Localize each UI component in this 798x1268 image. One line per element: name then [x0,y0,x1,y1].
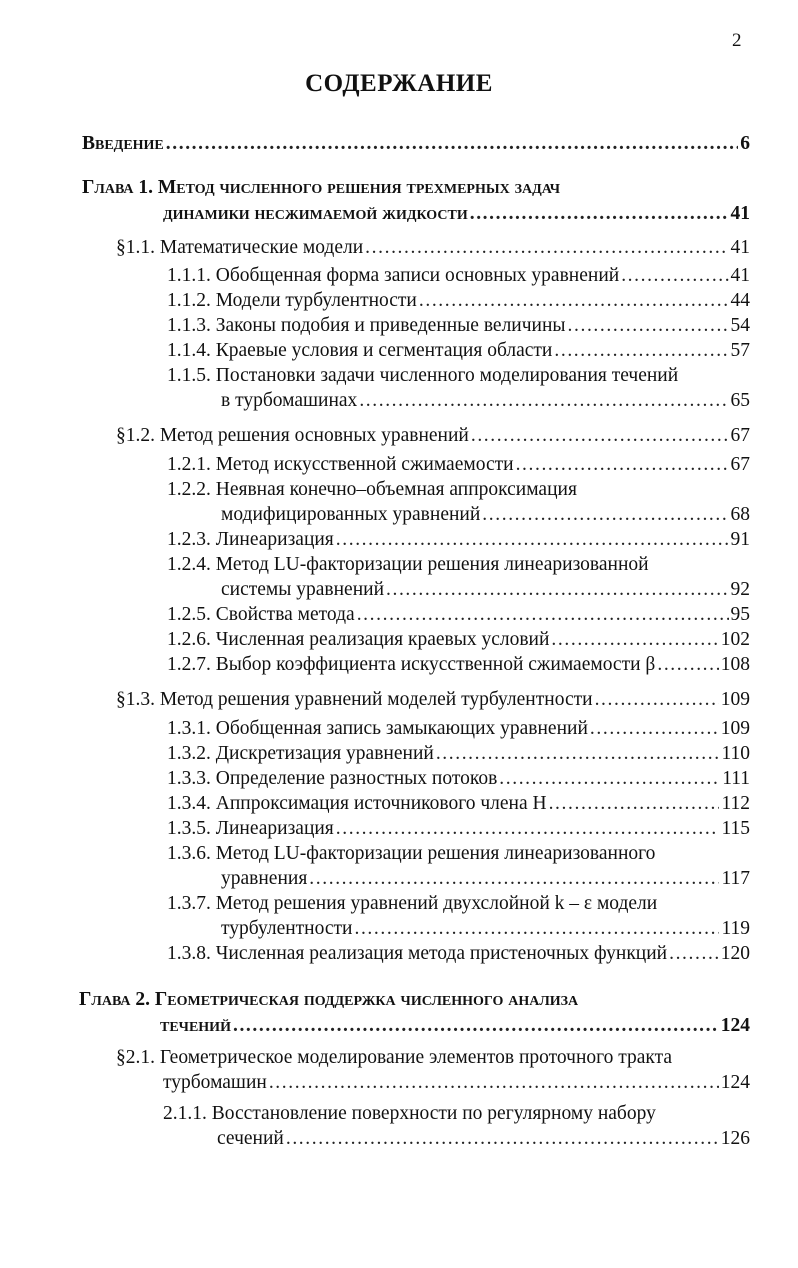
toc-chapter-1-title: Глава 1. Метод численного решения трехмерных задач [82,177,560,198]
toc-subsection [167,717,750,741]
toc-subsection-page: 119 [721,918,750,939]
leader-dots [657,653,718,677]
toc-subsection [167,653,750,677]
toc-subsection [167,528,750,552]
toc-subsection-page: 117 [721,868,750,889]
toc-section-page: 124 [720,1072,750,1093]
leader-dots [436,742,720,766]
toc-subsection-label: 1.2.2. Неявная конечно–объемная аппроксимация [167,479,577,500]
toc-subsection [167,742,750,766]
toc-subsection [221,867,750,891]
toc-chapter-2-title-cont: течений [160,1015,231,1036]
toc-section-1-2 [116,424,750,448]
toc-chapter-1-page: 41 [730,203,750,224]
toc-subsection-label: 1.2.6. Численная реализация краевых условий [167,629,550,650]
toc-subsection-label-cont: турбулентности [221,918,353,939]
toc-subsection-label: 1.2.4. Метод LU-факторизации решения линеаризованной [167,554,649,575]
toc-subsection [167,339,750,363]
toc-subsection-label: 1.1.5. Постановки задачи численного моделирования течений [167,365,679,386]
leader-dots [551,628,718,652]
toc-section-label: §1.1. Математические модели [116,237,364,258]
leader-dots [286,1127,719,1151]
leader-dots [554,339,728,363]
toc-subsection-page: 110 [721,743,750,764]
leader-dots [359,389,728,413]
leader-dots [590,717,719,741]
toc-chapter-1 [163,202,750,226]
leader-dots [269,1071,719,1095]
toc-subsection-label: 1.1.1. Обобщенная форма записи основных уравнений [167,265,620,286]
toc-subsection-label-cont: сечений [217,1128,284,1149]
toc-subsection-label-cont: в турбомашинах [221,390,358,411]
leader-dots [568,314,729,338]
toc-subsection-label: 1.2.5. Свойства метода [167,604,355,625]
toc-subsection-page: 115 [721,818,750,839]
toc-subsection-page: 41 [730,265,750,286]
toc-subsection-page: 92 [730,579,750,600]
leader-dots [309,867,719,891]
toc-intro [82,132,750,156]
toc-subsection-label: 1.1.2. Модели турбулентности [167,290,417,311]
toc-section-2-1-label: §2.1. Геометрическое моделирование элементов проточного тракта [116,1047,673,1068]
toc-subsection [167,767,750,791]
toc-section-label: §1.2. Метод решения основных уравнений [116,425,469,446]
leader-dots [595,688,719,712]
leader-dots [499,767,720,791]
toc-chapter-2-title: Глава 2. Геометрическая поддержка численного анализа [79,989,579,1010]
toc-subsection-page: 68 [730,504,750,525]
toc-subsection-label: 1.3.4. Аппроксимация источникового члена H [167,793,547,814]
toc-subsection-page: 112 [721,793,750,814]
toc-subsection [221,389,750,413]
toc-subsection-label: 1.1.4. Краевые условия и сегментация области [167,340,553,361]
toc-section-label-cont: турбомашин [163,1072,267,1093]
toc-subsection-label: 1.3.8. Численная реализация метода пристеночных функций [167,943,668,964]
toc-subsection-page: 57 [730,340,750,361]
toc-subsection [217,1127,750,1151]
toc-subsection-page: 126 [720,1128,750,1149]
toc-subsection [167,792,750,816]
leader-dots [233,1014,719,1038]
toc-subsection [167,628,750,652]
leader-dots [482,503,728,527]
toc-subsection-page: 91 [730,529,750,550]
page-title: СОДЕРЖАНИЕ [305,70,493,97]
toc-subsection [167,289,750,313]
toc-subsection-label: 1.3.2. Дискретизация уравнений [167,743,434,764]
toc-subsection-label: 1.3.6. Метод LU-факторизации решения линеаризованного [167,843,656,864]
toc-subsection [167,603,750,627]
toc-subsection-page: 111 [722,768,750,789]
toc-subsection [221,503,750,527]
toc-subsection-label: 1.3.1. Обобщенная запись замыкающих уравнений [167,718,588,739]
toc-section-1-1 [116,236,750,260]
toc-subsection-label: 1.3.3. Определение разностных потоков [167,768,498,789]
toc-intro-label: Введение [82,133,164,154]
toc-subsection-page: 95 [730,604,750,625]
leader-dots [166,132,738,156]
toc-subsection-page: 54 [730,315,750,336]
toc-intro-page: 6 [740,133,750,154]
leader-dots [470,202,729,226]
toc-subsection-page: 108 [720,654,750,675]
toc-subsection-page: 102 [720,629,750,650]
toc-subsection [221,578,750,602]
toc-subsection-label: 1.2.7. Выбор коэффициента искусственной сжимаемости β [167,654,656,675]
leader-dots [354,917,719,941]
toc-subsection-label: 1.3.7. Метод решения уравнений двухслойной k – ε модели [167,893,658,914]
leader-dots [365,236,728,260]
toc-subsection-label: 1.1.3. Законы подобия и приведенные величины [167,315,566,336]
toc-subsection-label-cont: модифицированных уравнений [221,504,481,525]
toc-section-page: 109 [720,689,750,710]
toc-subsection [167,264,750,288]
toc-subsection-label: 1.3.5. Линеаризация [167,818,334,839]
toc-subsection [167,314,750,338]
toc-subsection-page: 109 [720,718,750,739]
toc-section-2-1 [163,1071,750,1095]
leader-dots [669,942,719,966]
leader-dots [419,289,729,313]
leader-dots [336,817,720,841]
toc-subsection [221,917,750,941]
toc-subsection-label: 2.1.1. Восстановление поверхности по регулярному набору [163,1103,656,1124]
toc-section-1-3 [116,688,750,712]
leader-dots [357,603,729,627]
toc-chapter-1-title-cont: динамики несжимаемой жидкости [163,203,468,224]
toc-subsection-label-cont: уравнения [221,868,308,889]
toc-subsection [167,942,750,966]
toc-subsection-label: 1.2.3. Линеаризация [167,529,334,550]
page-number: 2 [732,30,742,51]
leader-dots [336,528,729,552]
toc-chapter-2-page: 124 [720,1015,750,1036]
toc-subsection-label-cont: системы уравнений [221,579,384,600]
toc-section-page: 67 [730,425,750,446]
leader-dots [516,453,729,477]
toc-subsection [167,817,750,841]
toc-subsection-label: 1.2.1. Метод искусственной сжимаемости [167,454,514,475]
leader-dots [621,264,728,288]
toc-subsection-page: 65 [730,390,750,411]
toc-subsection [167,453,750,477]
leader-dots [471,424,729,448]
toc-section-page: 41 [730,237,750,258]
toc-subsection-page: 67 [730,454,750,475]
toc-section-label: §1.3. Метод решения уравнений моделей турбулентности [116,689,593,710]
toc-subsection-page: 120 [720,943,750,964]
toc-chapter-2 [160,1014,750,1038]
toc-subsection-page: 44 [730,290,750,311]
leader-dots [386,578,729,602]
leader-dots [549,792,720,816]
